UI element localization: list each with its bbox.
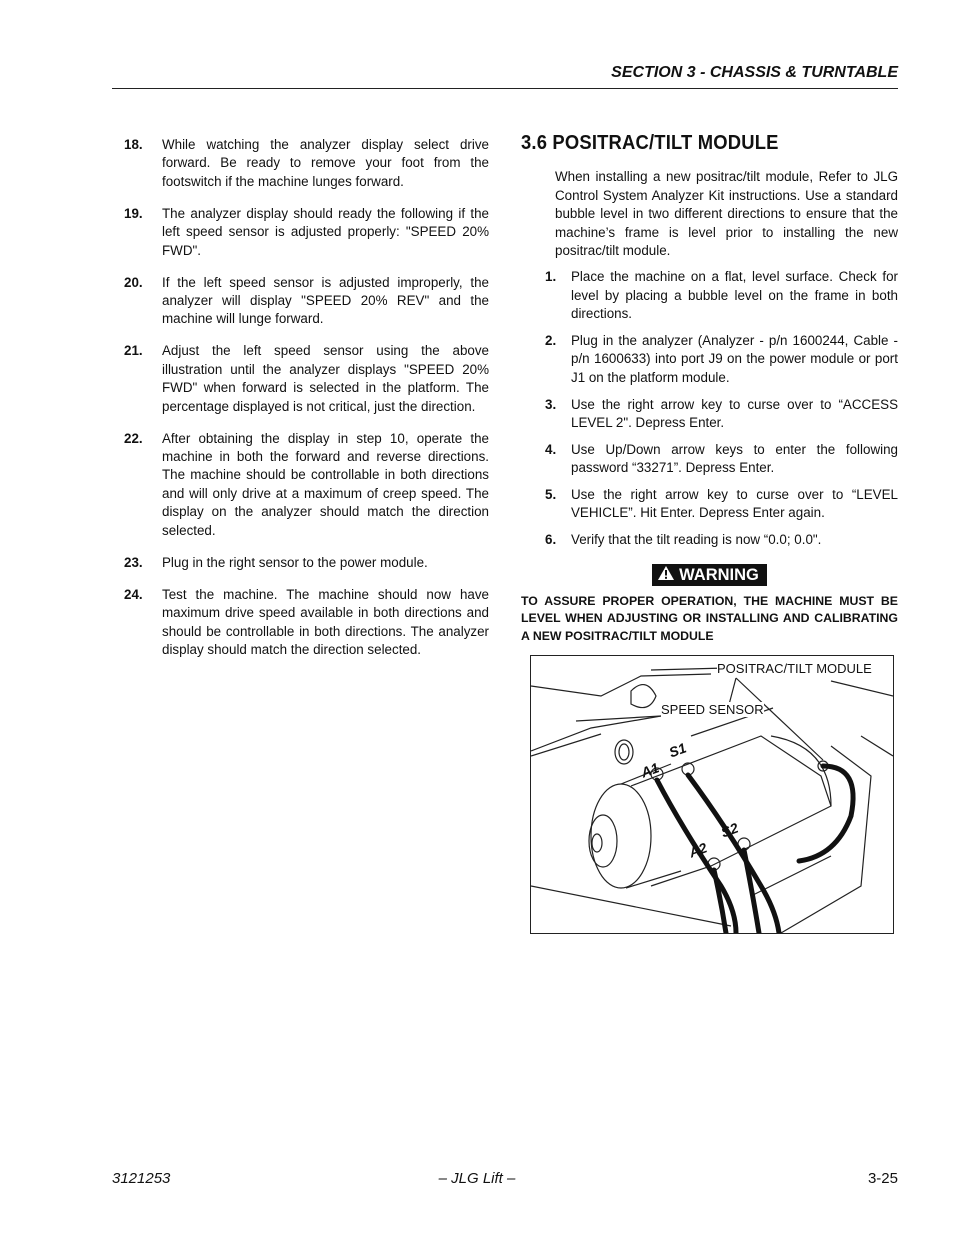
step-item [124, 136, 489, 191]
step-item [124, 342, 489, 416]
step-number: 4. [545, 441, 557, 457]
step-item [124, 205, 489, 260]
step-number: 6. [545, 532, 557, 548]
step-text: Use the right arrow key to curse over to “LEVEL VEHICLE”. Hit Enter. Depress Enter again. [571, 487, 898, 521]
warning-badge-wrap [521, 564, 898, 586]
step-item [521, 441, 898, 478]
header-rule [112, 88, 898, 89]
step-item [521, 531, 898, 549]
footer-center-text: – JLG Lift – [438, 1170, 516, 1187]
step-item [521, 396, 898, 433]
step-text: While watching the analyzer display select drive forward. Be ready to remove your foot from the footswitch if the machine lunges forward. [162, 137, 489, 189]
right-column [521, 134, 898, 645]
section-intro: When installing a new positrac/tilt module, Refer to JLG Control System Analyzer Kit instructions. Use a standard bubble level in two different directions to ensure that the machine’s frame is level prior to installing the new positrac/tilt module. [555, 169, 898, 259]
step-number: 23. [124, 554, 143, 570]
step-item [521, 268, 898, 323]
step-text: Place the machine on a flat, level surface. Check for level by placing a bubble level on the frame in both directions. [571, 269, 898, 322]
warning-triangle-icon [658, 565, 674, 585]
terminal-label-s2: S2 [718, 819, 741, 841]
step-number: 2. [545, 333, 557, 349]
step-text: Plug in the analyzer (Analyzer - p/n 1600244, Cable - p/n 1600633) into port J9 on the power module or port J1 on the platform module. [571, 333, 898, 385]
step-item [521, 332, 898, 387]
step-number: 20. [124, 274, 143, 290]
label-speed-sensor: SPEED SENSOR [661, 702, 764, 717]
step-item [124, 586, 489, 660]
section-title: 3.6 POSITRAC/TILT MODULE [521, 132, 779, 154]
step-text: Plug in the right sensor to the power module. [162, 554, 428, 570]
step-text: If the left speed sensor is adjusted improperly, the analyzer will display "SPEED 20% REV" and the machine will lunge forward. [162, 274, 489, 327]
step-text: Adjust the left speed sensor using the above illustration until the analyzer displays "SPEED 20% FWD" when forward is selected in the platform. The percentage displayed is not critical, just the direction. [162, 343, 489, 414]
step-number: 22. [124, 430, 143, 446]
warning-label: WARNING [679, 565, 759, 584]
step-item [124, 554, 489, 572]
terminal-label-s1: S1 [666, 739, 689, 761]
step-item [521, 486, 898, 523]
warning-badge [652, 564, 767, 586]
step-text: After obtaining the display in step 10, operate the machine in both the forward and reverse directions. The machine should be controllable in both directions and will only drive at a maximum of creep speed. The display on the analyzer should match the direction selected. [162, 430, 489, 538]
warning-text: TO ASSURE PROPER OPERATION, THE MACHINE MUST BE LEVEL WHEN ADJUSTING OR INSTALLING AND CALIBRATING A NEW POSITRAC/TILT MODULE [521, 593, 898, 643]
step-number: 3. [545, 396, 557, 412]
label-positrac-tilt-module: POSITRAC/TILT MODULE [717, 661, 872, 676]
step-text: Use Up/Down arrow keys to enter the following password “33271”. Depress Enter. [571, 441, 898, 476]
left-column [124, 136, 489, 673]
step-number: 1. [545, 269, 557, 285]
step-number: 19. [124, 205, 143, 221]
speed-sensor-figure [530, 655, 894, 934]
step-number: 24. [124, 586, 143, 602]
step-item [124, 430, 489, 540]
step-number: 5. [545, 487, 557, 503]
step-text: Test the machine. The machine should now have maximum drive speed available in both directions and should be controllable in both directions. The analyzer display should match the direction selected. [162, 586, 489, 657]
section-header-title: SECTION 3 - CHASSIS & TURNTABLE [611, 64, 898, 81]
terminal-label-a2: A2 [686, 839, 710, 861]
footer-page-number: 3-25 [867, 1170, 898, 1187]
step-text: The analyzer display should ready the following if the left speed sensor is adjusted properly: "SPEED 20% FWD". [162, 205, 489, 258]
terminal-label-a1: A1 [638, 759, 662, 781]
footer-part-number: 3121253 [112, 1170, 171, 1187]
step-text: Use the right arrow key to curse over to “ACCESS LEVEL 2". Depress Enter. [571, 396, 898, 431]
motor-illustration [531, 656, 893, 933]
step-item [124, 274, 489, 329]
step-number: 18. [124, 137, 143, 152]
step-number: 21. [124, 343, 143, 359]
step-text: Verify that the tilt reading is now “0.0; 0.0". [571, 532, 822, 548]
